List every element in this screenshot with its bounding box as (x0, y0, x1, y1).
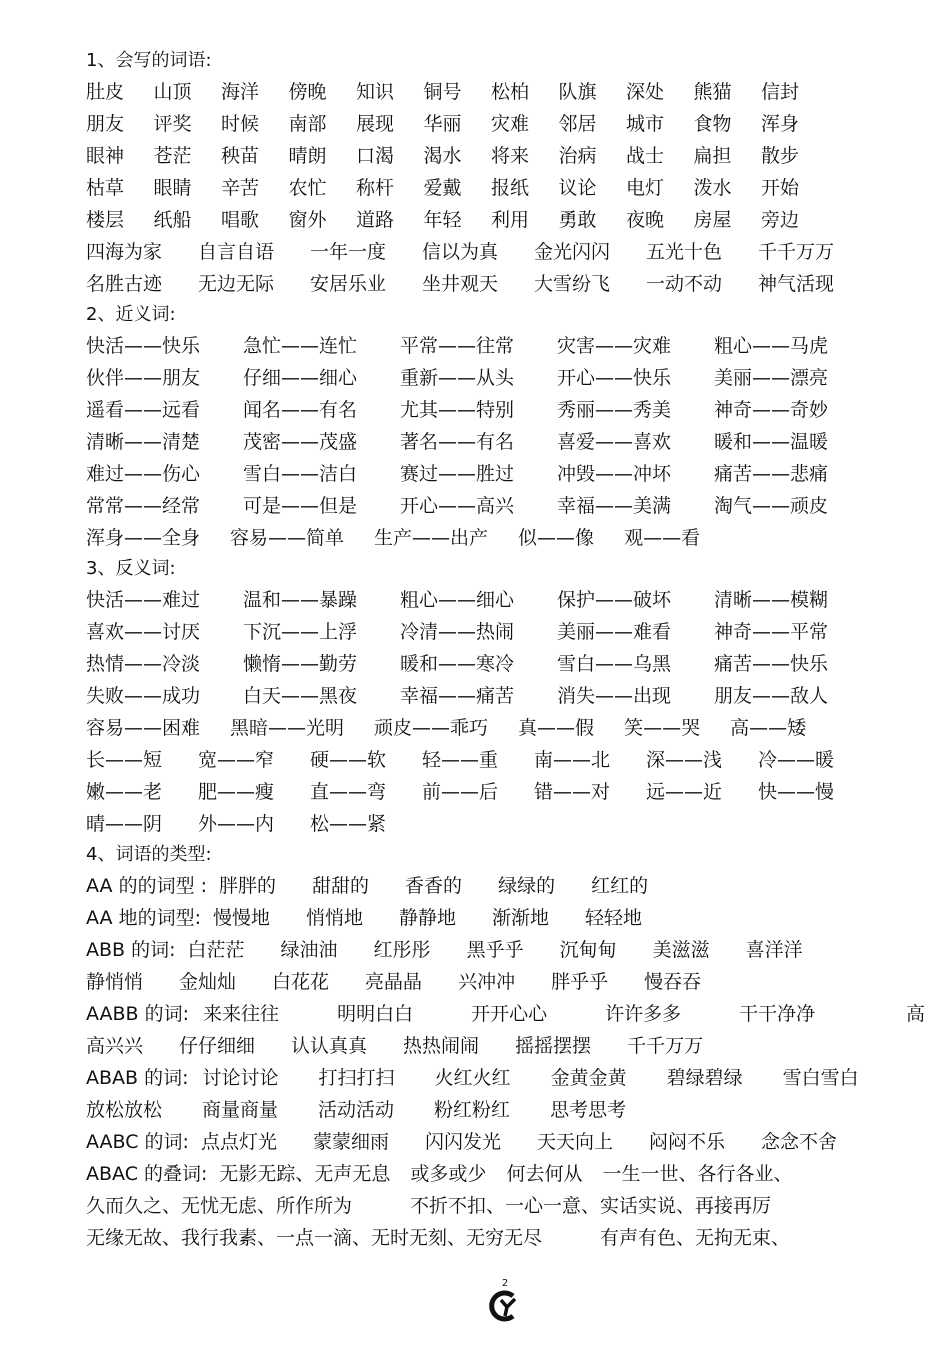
word-item: 胖胖的 (219, 875, 277, 897)
word-item: 雪白——乌黑 (557, 653, 672, 675)
word-item: 无缘无故、我行我素、一点一滴、无时无刻、无穷无尽 (86, 1227, 543, 1249)
type-row-abac-cont (86, 1190, 936, 1222)
word-item: 傍晚 (288, 81, 327, 103)
word-item: 泼水 (693, 177, 732, 199)
type-row-abab-cont (86, 1094, 936, 1126)
word-item: 绿油油 (280, 939, 338, 961)
word-item: 有声有色、无拘无束、 (600, 1227, 791, 1249)
word-item: 干干净净 (739, 1003, 816, 1025)
type-label: AABB 的词: (86, 1003, 190, 1025)
word-item: 静悄悄 (86, 971, 144, 993)
word-item: 渐渐地 (492, 907, 550, 929)
word-item: 下沉——上浮 (243, 621, 358, 643)
word-item: 灾害——灾难 (557, 335, 672, 357)
word-item: 粗心——马虎 (714, 335, 829, 357)
type-row-abb (86, 934, 936, 966)
publisher-logo-icon (487, 1290, 523, 1322)
synonym-row (86, 362, 936, 394)
type-label: AABC 的词: (86, 1131, 189, 1153)
word-item: 常常——经常 (86, 495, 201, 517)
word-item: 喜爱——喜欢 (557, 431, 672, 453)
type-label: ABB 的词: (86, 939, 176, 961)
word-item: 慢慢地 (212, 907, 270, 929)
word-item: 错——对 (534, 781, 611, 803)
word-item: 开开心心 (471, 1003, 548, 1025)
word-item: 无影无踪、无声无息 (219, 1163, 391, 1185)
word-item: 远——近 (646, 781, 723, 803)
word-item: 清晰——清楚 (86, 431, 201, 453)
word-item: 赛过——胜过 (400, 463, 515, 485)
word-item: 神奇——平常 (714, 621, 829, 643)
word-item: 甜甜的 (312, 875, 370, 897)
word-item: 快活——快乐 (86, 335, 201, 357)
word-item: 安居乐业 (310, 273, 387, 295)
type-row-abac (86, 1158, 936, 1190)
antonym-row (86, 616, 936, 648)
word-item: 懒惰——勤劳 (243, 653, 358, 675)
word-item: 消失——出现 (557, 685, 672, 707)
word-item: 评奖 (153, 113, 192, 135)
word-item: 扁担 (693, 145, 732, 167)
word-item: 高——矮 (730, 717, 807, 739)
word-item: 朋友 (86, 113, 125, 135)
word-item: 轻——重 (422, 749, 499, 771)
word-item: 白茫茫 (187, 939, 245, 961)
word-item: 松——紧 (310, 813, 387, 835)
word-item: 难过——伤心 (86, 463, 201, 485)
word-item: 轻轻地 (585, 907, 643, 929)
word-item: 硬——软 (310, 749, 387, 771)
word-item: 仔仔细细 (179, 1035, 256, 1057)
word-item: 美丽——难看 (557, 621, 672, 643)
word-item: 美丽——漂亮 (714, 367, 829, 389)
synonym-row (86, 490, 936, 522)
word-item: 幸福——痛苦 (400, 685, 515, 707)
type-label: AA 地的词型: (86, 907, 201, 929)
word-item: 金灿灿 (179, 971, 237, 993)
section-heading-types (86, 840, 936, 870)
word-item: 容易——简单 (230, 527, 345, 549)
word-item: 粉红粉红 (434, 1099, 511, 1121)
word-item: 农忙 (288, 177, 327, 199)
word-item: 眼睛 (153, 177, 192, 199)
antonym-row-short (86, 776, 936, 808)
word-item: 前——后 (422, 781, 499, 803)
section-title: 1、会写的词语: (86, 50, 212, 71)
word-item: 明明白白 (337, 1003, 414, 1025)
word-item: 眼神 (86, 145, 125, 167)
word-item: 香香的 (405, 875, 463, 897)
word-item: 尤其——特别 (400, 399, 515, 421)
synonym-row (86, 394, 936, 426)
word-item: 清晰——模糊 (714, 589, 829, 611)
word-item: 快——慢 (758, 781, 835, 803)
word-item: 浑身 (761, 113, 800, 135)
type-row-aa-de (86, 870, 936, 902)
word-item: 闷闷不乐 (649, 1131, 726, 1153)
word-item: 似——像 (518, 527, 595, 549)
synonym-row (86, 522, 936, 554)
type-label: ABAB 的词: (86, 1067, 189, 1089)
word-item: 冲毁——冲坏 (557, 463, 672, 485)
word-item: 信以为真 (422, 241, 499, 263)
write-row (86, 172, 936, 204)
word-item: 真——假 (518, 717, 595, 739)
word-item: 绿绿的 (498, 875, 556, 897)
type-label: AA 的的词型 : (86, 875, 208, 897)
word-item: 粗心——细心 (400, 589, 515, 611)
word-item: 秀丽——秀美 (557, 399, 672, 421)
write-row (86, 204, 936, 236)
word-item: 仔细——细心 (243, 367, 358, 389)
page-footer (484, 1278, 526, 1324)
word-item: 浑身——全身 (86, 527, 201, 549)
word-item: 称杆 (356, 177, 395, 199)
word-item: 胖乎乎 (551, 971, 609, 993)
word-item: 大雪纷飞 (534, 273, 611, 295)
word-item: 闻名——有名 (243, 399, 358, 421)
word-item: 冷清——热闹 (400, 621, 515, 643)
type-label: ABAC 的叠词: (86, 1163, 208, 1185)
word-item: 幸福——美满 (557, 495, 672, 517)
antonym-row (86, 648, 936, 680)
word-item: 茂密——茂盛 (243, 431, 358, 453)
word-item: 渴水 (423, 145, 462, 167)
word-item: 南部 (288, 113, 327, 135)
word-item: 队旗 (558, 81, 597, 103)
word-item: 金光闪闪 (534, 241, 611, 263)
word-item: 久而久之、无忧无虑、所作所为 (86, 1195, 353, 1217)
word-item: 开始 (761, 177, 800, 199)
word-item: 食物 (693, 113, 732, 135)
word-item: 容易——困难 (86, 717, 201, 739)
word-item: 无边无际 (198, 273, 275, 295)
word-item: 急忙——连忙 (243, 335, 358, 357)
word-item: 知识 (356, 81, 395, 103)
word-item: 一动不动 (646, 273, 723, 295)
section-heading-antonyms (86, 554, 936, 584)
synonym-row (86, 330, 936, 362)
word-item: 松柏 (491, 81, 530, 103)
word-item: 摇摇摆摆 (515, 1035, 592, 1057)
word-item: 名胜古迹 (86, 273, 163, 295)
section-title: 3、反义词: (86, 558, 176, 579)
word-item: 红红的 (591, 875, 649, 897)
word-item: 思考思考 (550, 1099, 627, 1121)
word-item: 肚皮 (86, 81, 125, 103)
word-item: 黑乎乎 (466, 939, 524, 961)
write-row-idioms (86, 236, 936, 268)
word-item: 商量商量 (202, 1099, 279, 1121)
word-item: 展现 (356, 113, 395, 135)
word-item: 邻居 (558, 113, 597, 135)
word-item: 打扫打扫 (318, 1067, 395, 1089)
word-item: 华丽 (423, 113, 462, 135)
word-item: 白天——黑夜 (243, 685, 358, 707)
write-row (86, 140, 936, 172)
write-row-idioms (86, 268, 936, 300)
word-item: 蒙蒙细雨 (312, 1131, 389, 1153)
word-item: 楼层 (86, 209, 125, 231)
word-item: 闪闪发光 (424, 1131, 501, 1153)
type-row-aabc (86, 1126, 936, 1158)
word-item: 保护——破坏 (557, 589, 672, 611)
word-item: 暖和——温暖 (714, 431, 829, 453)
word-item: 年轻 (423, 209, 462, 231)
word-item: 铜号 (423, 81, 462, 103)
type-row-aa-di (86, 902, 936, 934)
word-item: 电灯 (626, 177, 665, 199)
word-item: 许许多多 (605, 1003, 682, 1025)
word-item: 旁边 (761, 209, 800, 231)
word-item: 坐井观天 (422, 273, 499, 295)
word-item: 开心——快乐 (557, 367, 672, 389)
word-item: 纸船 (153, 209, 192, 231)
word-item: 静静地 (399, 907, 457, 929)
word-item: 悄悄地 (305, 907, 363, 929)
word-item: 或多或少 (410, 1163, 487, 1185)
word-item: 利用 (491, 209, 530, 231)
document-page (86, 46, 936, 1254)
word-item: 美滋滋 (652, 939, 710, 961)
word-item: 治病 (558, 145, 597, 167)
word-item: 夜晚 (626, 209, 665, 231)
word-item: 道路 (356, 209, 395, 231)
word-item: 嫩——老 (86, 781, 163, 803)
word-item: 南——北 (534, 749, 611, 771)
word-item: 爱戴 (423, 177, 462, 199)
word-item: 喜欢——讨厌 (86, 621, 201, 643)
wrapped-char: 高 (906, 1003, 926, 1025)
word-item: 痛苦——悲痛 (714, 463, 829, 485)
word-item: 直——弯 (310, 781, 387, 803)
word-item: 淘气——顽皮 (714, 495, 829, 517)
word-item: 长——短 (86, 749, 163, 771)
word-item: 千千万万 (758, 241, 835, 263)
word-item: 放松放松 (86, 1099, 163, 1121)
word-item: 雪白——洁白 (243, 463, 358, 485)
word-item: 遥看——远看 (86, 399, 201, 421)
word-item: 活动活动 (318, 1099, 395, 1121)
antonym-row-short (86, 744, 936, 776)
word-item: 议论 (558, 177, 597, 199)
word-item: 伙伴——朋友 (86, 367, 201, 389)
antonym-row (86, 584, 936, 616)
write-row (86, 108, 936, 140)
word-item: 晴朗 (288, 145, 327, 167)
word-item: 著名——有名 (400, 431, 515, 453)
word-item: 温和——暴躁 (243, 589, 358, 611)
word-item: 灾难 (491, 113, 530, 135)
word-item: 信封 (761, 81, 800, 103)
type-row-abb-cont (86, 966, 936, 998)
word-item: 亮晶晶 (365, 971, 423, 993)
word-item: 宽——窄 (198, 749, 275, 771)
word-item: 喜洋洋 (745, 939, 803, 961)
word-item: 神气活现 (758, 273, 835, 295)
word-item: 来来往往 (203, 1003, 280, 1025)
word-item: 城市 (626, 113, 665, 135)
word-item: 高兴兴 (86, 1035, 144, 1057)
word-item: 天天向上 (536, 1131, 613, 1153)
word-item: 勇敢 (558, 209, 597, 231)
word-item: 口渴 (356, 145, 395, 167)
word-item: 顽皮——乖巧 (374, 717, 489, 739)
word-item: 碧绿碧绿 (666, 1067, 743, 1089)
word-item: 讨论讨论 (202, 1067, 279, 1089)
page-number: 2 (501, 1278, 509, 1289)
section-title: 4、词语的类型: (86, 844, 212, 865)
type-row-aabb-cont (86, 1030, 936, 1062)
word-item: 唱歌 (221, 209, 260, 231)
word-item: 热情——冷淡 (86, 653, 201, 675)
word-item: 深——浅 (646, 749, 723, 771)
synonym-row (86, 426, 936, 458)
word-item: 痛苦——快乐 (714, 653, 829, 675)
word-item: 慢吞吞 (644, 971, 702, 993)
antonym-row (86, 712, 936, 744)
word-item: 失败——成功 (86, 685, 201, 707)
word-item: 窗外 (288, 209, 327, 231)
word-item: 重新——从头 (400, 367, 515, 389)
word-item: 辛苦 (221, 177, 260, 199)
section-title: 2、近义词: (86, 304, 176, 325)
word-item: 暖和——寒冷 (400, 653, 515, 675)
word-item: 金黄金黄 (550, 1067, 627, 1089)
type-row-abab (86, 1062, 936, 1094)
word-item: 熊猫 (693, 81, 732, 103)
word-item: 散步 (761, 145, 800, 167)
word-item: 红彤彤 (373, 939, 431, 961)
word-item: 海洋 (221, 81, 260, 103)
word-item: 肥——瘦 (198, 781, 275, 803)
antonym-row (86, 680, 936, 712)
section-heading-synonyms (86, 300, 936, 330)
word-item: 热热闹闹 (403, 1035, 480, 1057)
word-item: 战士 (626, 145, 665, 167)
word-item: 一生一世、各行各业、 (602, 1163, 793, 1185)
word-item: 不折不扣、一心一意、实话实说、再接再厉 (410, 1195, 772, 1217)
word-item: 黑暗——光明 (230, 717, 345, 739)
word-item: 雪白雪白 (782, 1067, 859, 1089)
word-item: 自言自语 (198, 241, 275, 263)
type-row-abac-cont (86, 1222, 936, 1254)
word-item: 苍茫 (153, 145, 192, 167)
word-item: 何去何从 (506, 1163, 583, 1185)
synonym-row (86, 458, 936, 490)
word-item: 将来 (491, 145, 530, 167)
word-item: 时候 (221, 113, 260, 135)
word-item: 沉甸甸 (559, 939, 617, 961)
word-item: 快活——难过 (86, 589, 201, 611)
word-item: 房屋 (693, 209, 732, 231)
word-item: 枯草 (86, 177, 125, 199)
word-item: 生产——出产 (374, 527, 489, 549)
word-item: 神奇——奇妙 (714, 399, 829, 421)
word-item: 火红火红 (434, 1067, 511, 1089)
word-item: 兴冲冲 (458, 971, 516, 993)
word-item: 冷——暖 (758, 749, 835, 771)
word-item: 认认真真 (291, 1035, 368, 1057)
word-item: 可是——但是 (243, 495, 358, 517)
word-item: 深处 (626, 81, 665, 103)
word-item: 笑——哭 (624, 717, 701, 739)
word-item: 晴——阴 (86, 813, 163, 835)
word-item: 念念不舍 (761, 1131, 838, 1153)
word-item: 开心——高兴 (400, 495, 515, 517)
word-item: 山顶 (153, 81, 192, 103)
word-item: 白花花 (272, 971, 330, 993)
word-item: 朋友——敌人 (714, 685, 829, 707)
word-item: 五光十色 (646, 241, 723, 263)
word-item: 一年一度 (310, 241, 387, 263)
word-item: 外——内 (198, 813, 275, 835)
word-item: 报纸 (491, 177, 530, 199)
word-item: 四海为家 (86, 241, 163, 263)
type-row-aabb (86, 998, 936, 1030)
section-heading-write (86, 46, 936, 76)
word-item: 平常——往常 (400, 335, 515, 357)
word-item: 千千万万 (627, 1035, 704, 1057)
antonym-row-short (86, 808, 936, 840)
word-item: 点点灯光 (200, 1131, 277, 1153)
write-row (86, 76, 936, 108)
word-item: 秧苗 (221, 145, 260, 167)
word-item: 观——看 (624, 527, 701, 549)
